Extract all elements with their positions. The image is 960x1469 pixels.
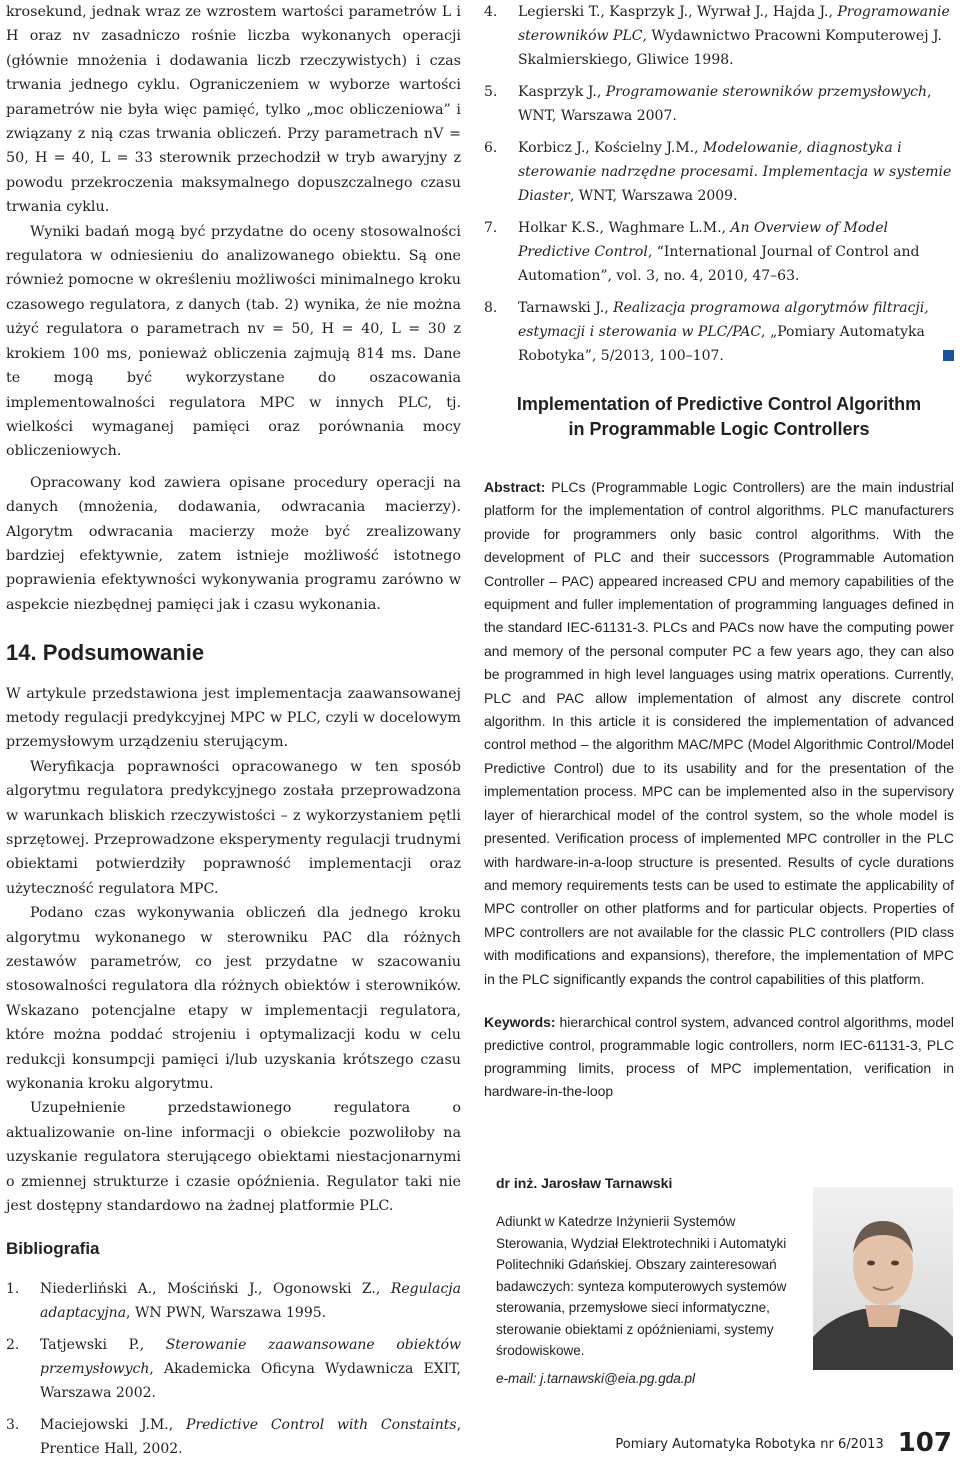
- reference-item: 5. Kasprzyk J., Programowanie sterowników przemysłowych, WNT, Warszawa 2007.: [484, 84, 932, 124]
- author-bio: Adiunkt w Katedrze Inżynierii Systemów Sterowania, Wydział Elektrotechniki i Automatyki Politechniki Gdańskiej. Obszary zainteresowań badawczych: synteza komputerowych systemów sterowania, przemysłowe sieci informatyczne, sterowanie obiektami z opóźnieniami, systemy środowiskowe. e-mail: j.tarnawski@eia.pg.gda.pl: [496, 1211, 804, 1389]
- english-title: Implementation of Predictive Control Algorithm in Programmable Logic Controllers: [516, 394, 922, 439]
- reference-list-right: [484, 0, 954, 368]
- reference-item: 7. Holkar K.S., Waghmare L.M., An Overview of Model Predictive Control, “International Journal of Control and Automation”, vol. 3, no. 4, 2010, 47–63.: [484, 220, 920, 284]
- right-column: [484, 0, 954, 1103]
- author-box: [496, 1175, 958, 1386]
- left-column: [6, 0, 461, 1469]
- section-heading: 14. Podsumowanie: [6, 640, 205, 666]
- paragraph: Uzupełnienie przedstawionego regulatora o aktualizowanie on-line informacji o obiekcie pozwoliłoby na uzyskanie regulatora sterującego obiektami niestacjonarnymi o zmiennej strukturze i czasie opóźnienia. Regulator taki nie jest dostępny standardowo na żadnej platformie PLC.: [6, 1100, 461, 1215]
- paragraph: Podano czas wykonywania obliczeń dla jednego kroku algorytmu wykonanego w sterowniku PAC dla różnych zestawów parametrów, co jest przydatne w szacowaniu stosowalności regulatora dla różnych obiektów i sterowników. Wskazano potencjalne etapy w implementacji regulatora, które można poddać strojeniu i optymalizacji kodu w celu redukcji konsumpcji pamięci i/lub uzyskania krótszego czasu wykonania kroku algorytmu.: [6, 905, 461, 1093]
- paragraph: W artykule przedstawiona jest implementacja zaawansowanej metody regulacji predykcyjnej MPC w PLC, czyli w docelowym przemysłowym urządzeniu sterującym.: [6, 685, 461, 751]
- reference-item: 6. Korbicz J., Kościelny J.M., Modelowanie, diagnostyka i sterowanie nadrzędne procesami. Implementacja w systemie Diaster, WNT, Warszawa 2009.: [484, 140, 952, 204]
- keywords-label: Keywords:: [484, 1013, 556, 1030]
- reference-item: 1. Niederliński A., Mościński J., Ogonowski Z., Regulacja adaptacyjna, WN PWN, Warszawa 1995.: [6, 1280, 461, 1321]
- end-of-article-mark: [943, 350, 954, 361]
- author-name: dr inż. Jarosław Tarnawski: [496, 1175, 673, 1191]
- author-photo: [813, 1187, 953, 1370]
- reference-item: 3. Maciejowski J.M., Predictive Control with Constaints, Prentice Hall, 2002.: [6, 1416, 462, 1457]
- abstract-label: Abstract:: [484, 479, 546, 495]
- abstract: [484, 476, 954, 991]
- keywords: [484, 1011, 954, 1103]
- page-number: 107: [897, 1428, 952, 1458]
- reference-item: 4. Legierski T., Kasprzyk J., Wyrwał J., Hajda J., Programowanie sterowników PLC, Wydawnictwo Pracowni Komputerowej J. Skalmierskiego, Gliwice 1998.: [484, 4, 950, 68]
- portrait-image: [813, 1187, 953, 1370]
- paragraph: krosekund, jednak wraz ze wzrostem wartości parametrów L i H oraz nv zasadniczo rośnie liczba wykonanych operacji (głównie mnożenia i dodawania liczb rzeczywistych) i czas trwania jednego cyklu. Ograniczeniem w wyborze wartości parametrów nie była więc pamięć, tylko „moc obliczeniowa” i związany z nią czas trwania obliczeń. Przy parametrach nV = 50, H = 40, L = 33 sterownik przechodził w tryb awaryjny z powodu przekroczenia maksymalnego dopuszczalnego czasu trwania cyklu.: [6, 4, 461, 216]
- paragraph: Weryfikacja poprawności opracowanego w ten sposób algorytmu regulatora predykcyjnego została przeprowadzona w warunkach bliskich rzeczywistości – z wykorzystaniem pętli sprzętowej. Przeprowadzone eksperymenty regulacji trudnymi obiektami potwierdziły poprawność implementacji oraz użyteczność regulatora MPC.: [6, 758, 461, 897]
- author-email[interactable]: e-mail: j.tarnawski@eia.pg.gda.pl: [496, 1370, 696, 1386]
- reference-item: 8. Tarnawski J., Realizacja programowa algorytmów filtracji, estymacji i sterowania w PLC/PAC, „Pomiary Automatyka Robotyka”, 5/2013, 100–107.: [484, 296, 954, 368]
- bibliography-heading: Bibliografia: [6, 1238, 100, 1258]
- reference-list-left: [6, 1277, 461, 1461]
- reference-item: 2. Tatjewski P., Sterowanie zaawansowane obiektów przemysłowych, Akademicka Oficyna Wydawnicza EXIT, Warszawa 2002.: [6, 1336, 461, 1401]
- journal-name: Pomiary Automatyka Robotyka nr 6/2013: [615, 1437, 884, 1452]
- paragraph: Opracowany kod zawiera opisane procedury operacji na danych (mnożenia, dodawania, odwracania macierzy). Algorytm odwracania macierzy może być zrealizowany bardziej efektywnie, zatem istnieje możliwość istotnego poprawienia efektywności wykonywania programu zarówno w aspekcie niezbędnej pamięci jak i czasu wykonania.: [6, 474, 461, 613]
- abstract-text: PLCs (Programmable Logic Controllers) are the main industrial platform for the implementation of control algorithms. PLC manufacturers provide for programmers only basic control algorithms. With the development of PLC and their successors (Programmable Automation Controller – PAC) appeared increased CPU and memory capabilities of the equipment and fuller implementation of programming languages defined in the standard IEC-61131-3. PLCs and PACs now have the computing power and memory of the personal computer PC a few years ago, they can also be programmed in high level languages using matrix operations. Currently, PLC and PAC allow implementation of almost any discrete control algorithm. In this article it is considered the implementation of advanced control method – the algorithm MAC/MPC (Model Algorithmic Control/Model Predictive Control) due to its usability and for the presentation of the implementation process. MPC can be implemented also in the supervisory layer of hierarchical model of the control system, so the whole model is presented. Verification process of implemented MPC controller in the PLC with hardware-in-a-loop structure is presented. Results of cycle durations and memory requirements tests can be used to estimate the applicability of MPC controller on other platforms and for particular objects. Properties of MPC controllers are not available for the classic PLC controllers (PID class with modifications and expansions), therefore, the implementation of MPC in the PLC significantly expands the control capabilities of this platform.: [484, 479, 955, 987]
- keywords-text: hierarchical control system, advanced control algorithms, model predictive control, programmable logic controllers, norm IEC-61131-3, PLC programming limits, process of MPC implementation, verification in hardware-in-the-loop: [484, 1013, 955, 1099]
- page-footer: [615, 1420, 952, 1456]
- paragraph: Wyniki badań mogą być przydatne do oceny stosowalności regulatora w odniesieniu do analizowanego obiektu. Są one również pomocne w określeniu możliwości minimalnego kroku czasowego regulatora, z danych (tab. 2) wynika, że nie można użyć regulatora o parametrach nv = 50, H = 40, L = 30 z krokiem 100 ms, ponieważ obliczenia zajmują 814 ms. Dane te mogą być wykorzystane do oszacowania implementowalności regulatora MPC w innych PLC, tj. wielkości wymaganej pamięci oraz porównania mocy obliczeniowych.: [6, 223, 461, 460]
